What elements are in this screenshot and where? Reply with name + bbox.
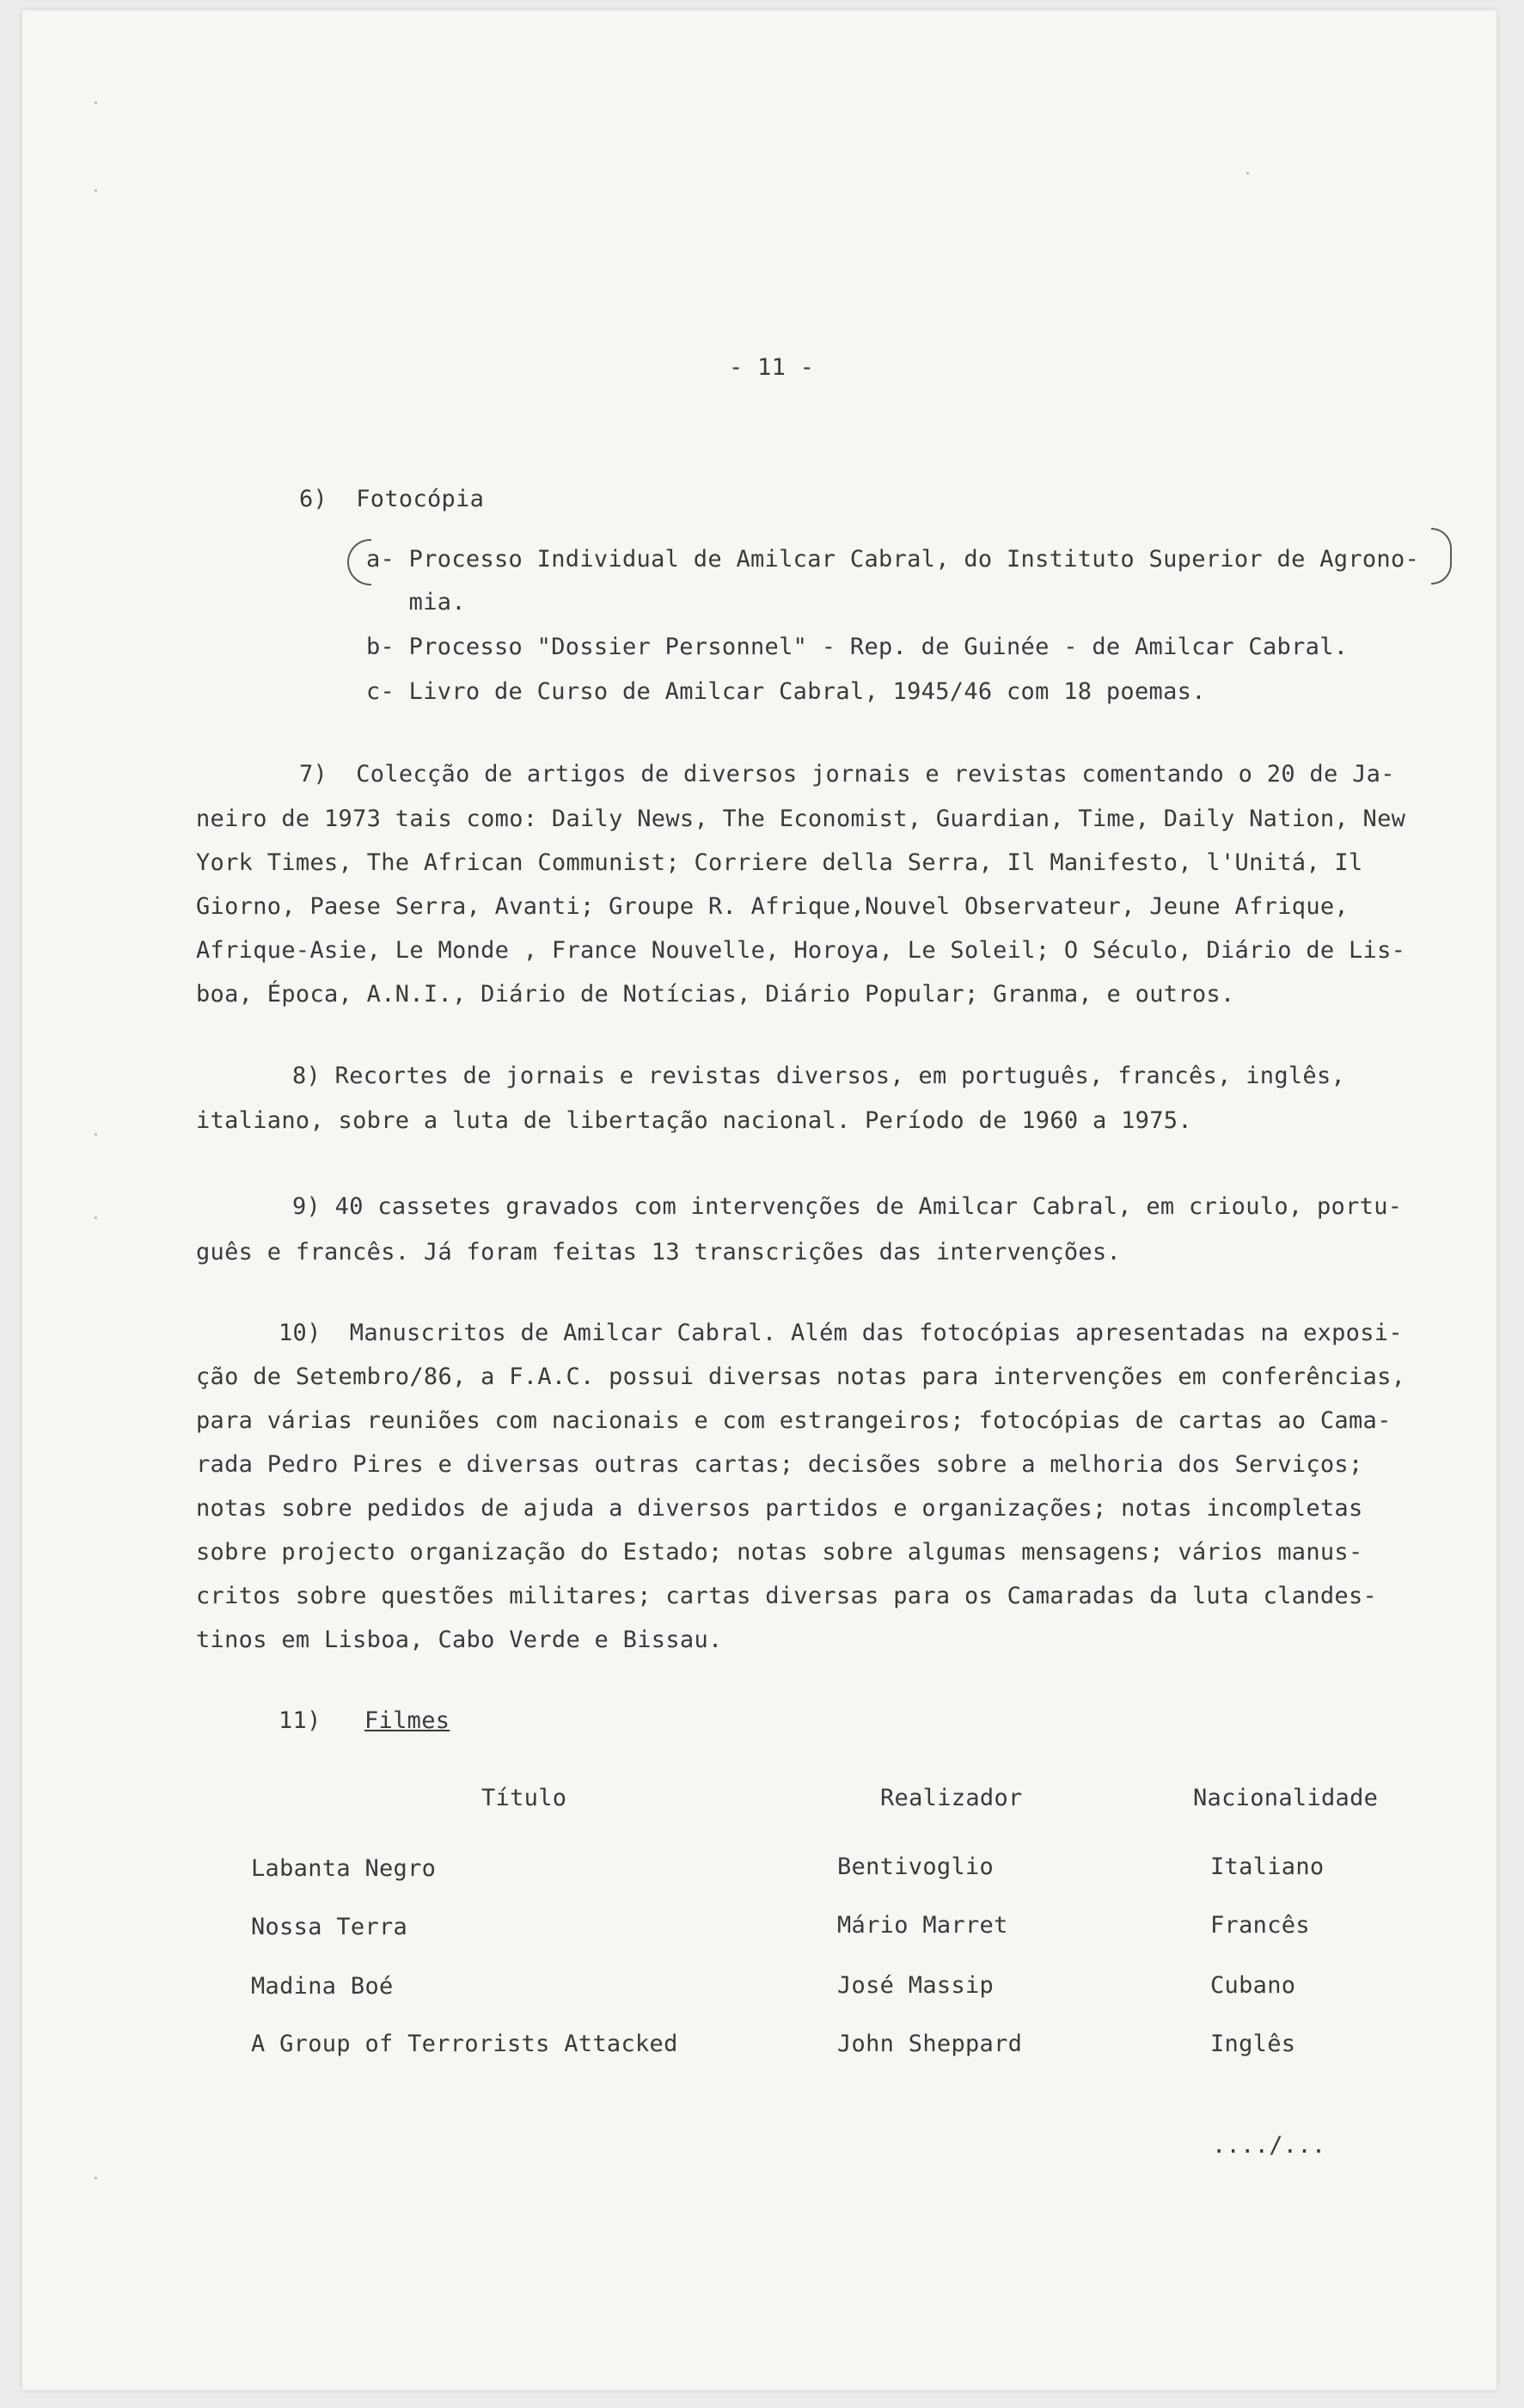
film-director: John Sheppard (837, 2031, 1023, 2057)
section-7-line: Afrique-Asie, Le Monde , France Nouvelle, Horoya, Le Soleil; O Século, Diário de Lis- (196, 937, 1406, 964)
film-director: Mário Marret (837, 1912, 1008, 1939)
film-director: Bentivoglio (837, 1853, 995, 1880)
film-nationality: Italiano (1210, 1853, 1325, 1880)
paper-speck (95, 2177, 97, 2179)
film-nationality: Francês (1210, 1912, 1310, 1939)
paper-speck (95, 101, 97, 104)
film-director: José Massip (837, 1972, 995, 1999)
section-10-line: ção de Setembro/86, a F.A.C. possui diversas notas para intervenções em conferências, (196, 1363, 1406, 1390)
continuation-mark: ..../... (1212, 2132, 1326, 2159)
section-10-line: notas sobre pedidos de ajuda a diversos partidos e organizações; notas incompletas (196, 1495, 1363, 1522)
section-10-line: tinos em Lisboa, Cabo Verde e Bissau. (196, 1627, 723, 1653)
section-11-heading: Filmes (364, 1707, 450, 1734)
film-nationality: Cubano (1210, 1972, 1296, 1999)
paper-speck (95, 189, 97, 192)
section-6-line: a- Processo Individual de Amilcar Cabral, do Instituto Superior de Agrono- (366, 546, 1420, 573)
page-number: - 11 - (729, 354, 815, 381)
section-7-line: Giorno, Paese Serra, Avanti; Groupe R. Afrique,Nouvel Observateur, Jeune Afrique, (196, 893, 1349, 920)
section-9-line: guês e francês. Já foram feitas 13 transcrições das intervenções. (196, 1239, 1122, 1265)
film-title: Labanta Negro (251, 1855, 437, 1882)
section-10-line: para várias reuniões com nacionais e com estrangeiros; fotocópias de cartas ao Cama- (196, 1407, 1392, 1434)
section-10-line: sobre projecto organização do Estado; notas sobre algumas mensagens; vários manus- (196, 1539, 1363, 1566)
section-6-line: c- Livro de Curso de Amilcar Cabral, 1945/46 com 18 poemas. (366, 678, 1206, 705)
film-title: Nossa Terra (251, 1914, 408, 1940)
column-header-nationality: Nacionalidade (1193, 1785, 1379, 1811)
film-title: A Group of Terrorists Attacked (251, 2031, 678, 2057)
section-7-line: 7) Colecção de artigos de diversos jornais e revistas comentando o 20 de Ja- (299, 761, 1395, 787)
section-9-line: 9) 40 cassetes gravados com intervenções de Amilcar Cabral, em crioulo, portu- (292, 1193, 1403, 1220)
section-8-line: 8) Recortes de jornais e revistas diversos, em português, francês, inglês, (292, 1063, 1346, 1089)
paper-speck (1246, 172, 1249, 175)
section-7-line: neiro de 1973 tais como: Daily News, The Economist, Guardian, Time, Daily Nation, New (196, 806, 1406, 832)
section-10-line: critos sobre questões militares; cartas diversas para os Camaradas da luta clandes- (196, 1583, 1378, 1609)
section-10-line: rada Pedro Pires e diversas outras cartas; decisões sobre a melhoria dos Serviços; (196, 1451, 1363, 1478)
section-7-line: boa, Época, A.N.I., Diário de Notícias, Diário Popular; Granma, e outros. (196, 981, 1235, 1008)
section-11-number: 11) (278, 1707, 321, 1734)
paper-speck (95, 1133, 97, 1136)
section-8-line: italiano, sobre a luta de libertação nacional. Período de 1960 a 1975. (196, 1107, 1192, 1134)
section-6-line: mia. (366, 589, 466, 616)
section-6-line: b- Processo "Dossier Personnel" - Rep. de Guinée - de Amilcar Cabral. (366, 634, 1349, 660)
column-header-director: Realizador (880, 1785, 1023, 1811)
paper-speck (95, 1216, 97, 1219)
column-header-title: Título (481, 1785, 567, 1811)
section-10-line: 10) Manuscritos de Amilcar Cabral. Além das fotocópias apresentadas na exposi- (278, 1320, 1403, 1346)
section-6-heading: 6) Fotocópia (299, 486, 485, 512)
film-nationality: Inglês (1210, 2031, 1296, 2057)
section-7-line: York Times, The African Communist; Corriere della Serra, Il Manifesto, l'Unitá, Il (196, 849, 1363, 876)
film-title: Madina Boé (251, 1973, 394, 2000)
